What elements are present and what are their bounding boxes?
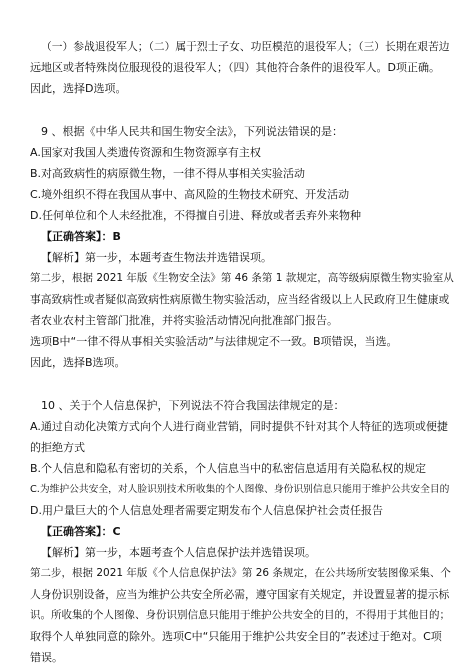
option-d: D.任何单位和个人未经批准，不得擅自引进、释放或者丢弃外来物种 [30, 209, 361, 222]
question-8-explanation-tail [30, 36, 450, 99]
analysis-line: 第二步，根据 2021 年版《个人信息保护法》第 26 条规定，在公共场所安装图像采集、个 [30, 567, 451, 579]
analysis-line: 因此，选择B选项。 [30, 356, 126, 369]
analysis-line: 识。所收集的个人图像、身份识别信息只能用于维护公共安全的目的，不得用于其他目的； [30, 609, 450, 621]
analysis-line: 者农业农村主管部门批准，并将实验活动情况向批准部门报告。 [30, 314, 338, 327]
analysis-line: 取得个人单独同意的除外。选项C中“只能用于维护公共安全目的”表述过于绝对。C项 [30, 630, 442, 643]
paragraph-line: （一）参战退役军人；（二）属于烈士子女、功臣模范的退役军人；（三）长期在艰苦边 [41, 40, 450, 53]
option-b: B.对高致病性的病原微生物，一律不得从事相关实验活动 [30, 167, 306, 180]
option-a: A.通过自动化决策方式向个人进行商业营销，同时提供不针对其个人特征的选项或便捷 [30, 420, 448, 433]
question-10 [30, 395, 451, 668]
option-c: C.境外组织不得在我国从事中、高风险的生物技术研究、开发活动 [30, 188, 350, 201]
analysis-line: 【解析】第一步，本题考查个人信息保护法并选错误项。 [41, 546, 316, 559]
correct-answer: 【正确答案】：B [41, 230, 121, 243]
option-a-continued: 的拒绝方式 [30, 441, 85, 454]
question-9 [30, 121, 454, 373]
option-a: A.国家对我国人类遗传资源和生物资源享有主权 [30, 146, 261, 159]
paragraph-line: 因此，选择D选项。 [30, 82, 127, 95]
option-d: D.用户量巨大的个人信息处理者需要定期发布个人信息保护社会责任报告 [30, 504, 383, 517]
analysis-line: 【解析】第一步，本题考查生物法并选错误项。 [41, 251, 272, 264]
question-stem: 9 、根据《中华人民共和国生物安全法》，下列说法错误的是： [41, 125, 343, 138]
correct-answer: 【正确答案】：C [41, 525, 121, 538]
option-c: C.为维护公共安全，对人脸识别技术所收集的个人图像、身份识别信息只能用于维护公共安全目的 [30, 484, 450, 495]
question-stem: 10 、关于个人信息保护，下列说法不符合我国法律规定的是： [41, 399, 345, 412]
option-b: B.个人信息和隐私有密切的关系，个人信息当中的私密信息适用有关隐私权的规定 [30, 462, 427, 475]
spacer [30, 373, 444, 395]
analysis-line: 人身份识别设备，应当为维护公共安全所必需，遵守国家有关规定，并设置显著的提示标 [30, 588, 450, 601]
paragraph-line: 远地区或者特殊岗位服现役的退役军人；（四）其他符合条件的退役军人。D项正确。 [30, 61, 440, 74]
spacer [30, 99, 444, 121]
analysis-line: 事高致病性或者疑似高致病性病原微生物实验活动，应当经省级以上人民政府卫生健康或 [30, 293, 450, 306]
analysis-line: 选项B中“一律不得从事相关实验活动”与法律规定不一致。B项错误，当选。 [30, 335, 398, 348]
analysis-line: 错误。 [30, 651, 63, 664]
analysis-line: 第二步，根据 2021 年版《生物安全法》第 46 条第 1 款规定，高等级病原微生物实验室从 [30, 272, 454, 284]
